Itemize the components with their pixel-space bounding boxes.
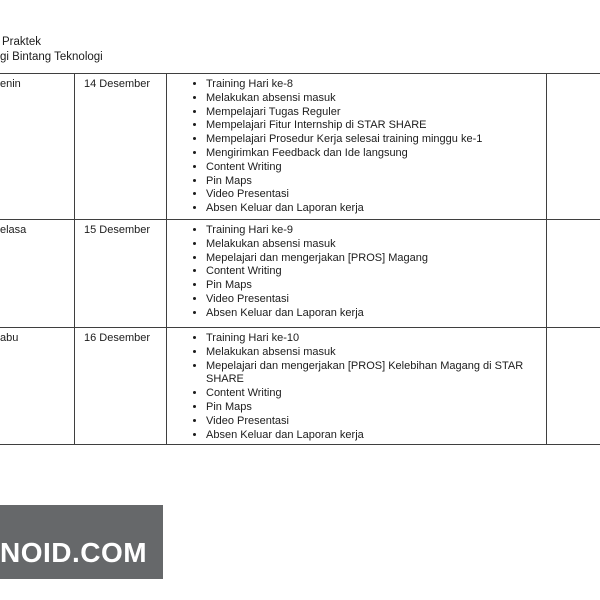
watermark-text: NOID.COM xyxy=(0,537,148,568)
activity-item: • Absen Keluar dan Laporan kerja xyxy=(206,429,538,443)
activity-item: • Training Hari ke-9 xyxy=(206,224,538,238)
activity-item: • Melakukan absensi masuk xyxy=(206,346,538,360)
activities-list xyxy=(167,332,538,442)
document-title-fragment: Praktek xyxy=(2,36,41,48)
activity-item: • Mempelajari Prosedur Kerja selesai training minggu ke-1 xyxy=(206,133,538,147)
day-cell: enin xyxy=(0,74,75,220)
activity-item: • Absen Keluar dan Laporan kerja xyxy=(206,202,538,216)
activity-item: • Melakukan absensi masuk xyxy=(206,92,538,106)
activity-item: • Content Writing xyxy=(206,387,538,401)
activity-item: • Pin Maps xyxy=(206,175,538,189)
activity-item: • Mepelajari dan mengerjakan [PROS] Kelebihan Magang di STAR SHARE xyxy=(206,360,538,388)
document-subtitle-fragment: gi Bintang Teknologi xyxy=(0,51,103,63)
day-cell: elasa xyxy=(0,220,75,328)
activities-list xyxy=(167,78,538,216)
activity-item: • Melakukan absensi masuk xyxy=(206,238,538,252)
site-watermark-banner xyxy=(0,505,163,579)
activity-item: • Content Writing xyxy=(206,161,538,175)
activity-item: • Video Presentasi xyxy=(206,188,538,202)
date-cell: 15 Desember xyxy=(75,220,167,328)
activity-item: • Mempelajari Tugas Reguler xyxy=(206,106,538,120)
activity-item: • Mengirimkan Feedback dan Ide langsung xyxy=(206,147,538,161)
activities-list xyxy=(167,224,538,321)
activities-cell xyxy=(167,74,547,220)
notes-cell-empty xyxy=(547,74,600,220)
activity-item: • Absen Keluar dan Laporan kerja xyxy=(206,307,538,321)
activity-item: • Mempelajari Fitur Internship di STAR SHARE xyxy=(206,119,538,133)
activity-item: • Training Hari ke-10 xyxy=(206,332,538,346)
activity-item: • Training Hari ke-8 xyxy=(206,78,538,92)
activities-cell xyxy=(167,328,547,445)
activities-cell xyxy=(167,220,547,328)
notes-cell-empty xyxy=(547,220,600,328)
activity-item: • Video Presentasi xyxy=(206,293,538,307)
activity-item: • Video Presentasi xyxy=(206,415,538,429)
date-cell: 14 Desember xyxy=(75,74,167,220)
activity-schedule-table xyxy=(0,73,600,445)
activity-item: • Pin Maps xyxy=(206,279,538,293)
notes-cell-empty xyxy=(547,328,600,445)
activity-item: • Pin Maps xyxy=(206,401,538,415)
date-cell: 16 Desember xyxy=(75,328,167,445)
activity-item: • Content Writing xyxy=(206,265,538,279)
activity-item: • Mepelajari dan mengerjakan [PROS] Magang xyxy=(206,252,538,266)
day-cell: abu xyxy=(0,328,75,445)
